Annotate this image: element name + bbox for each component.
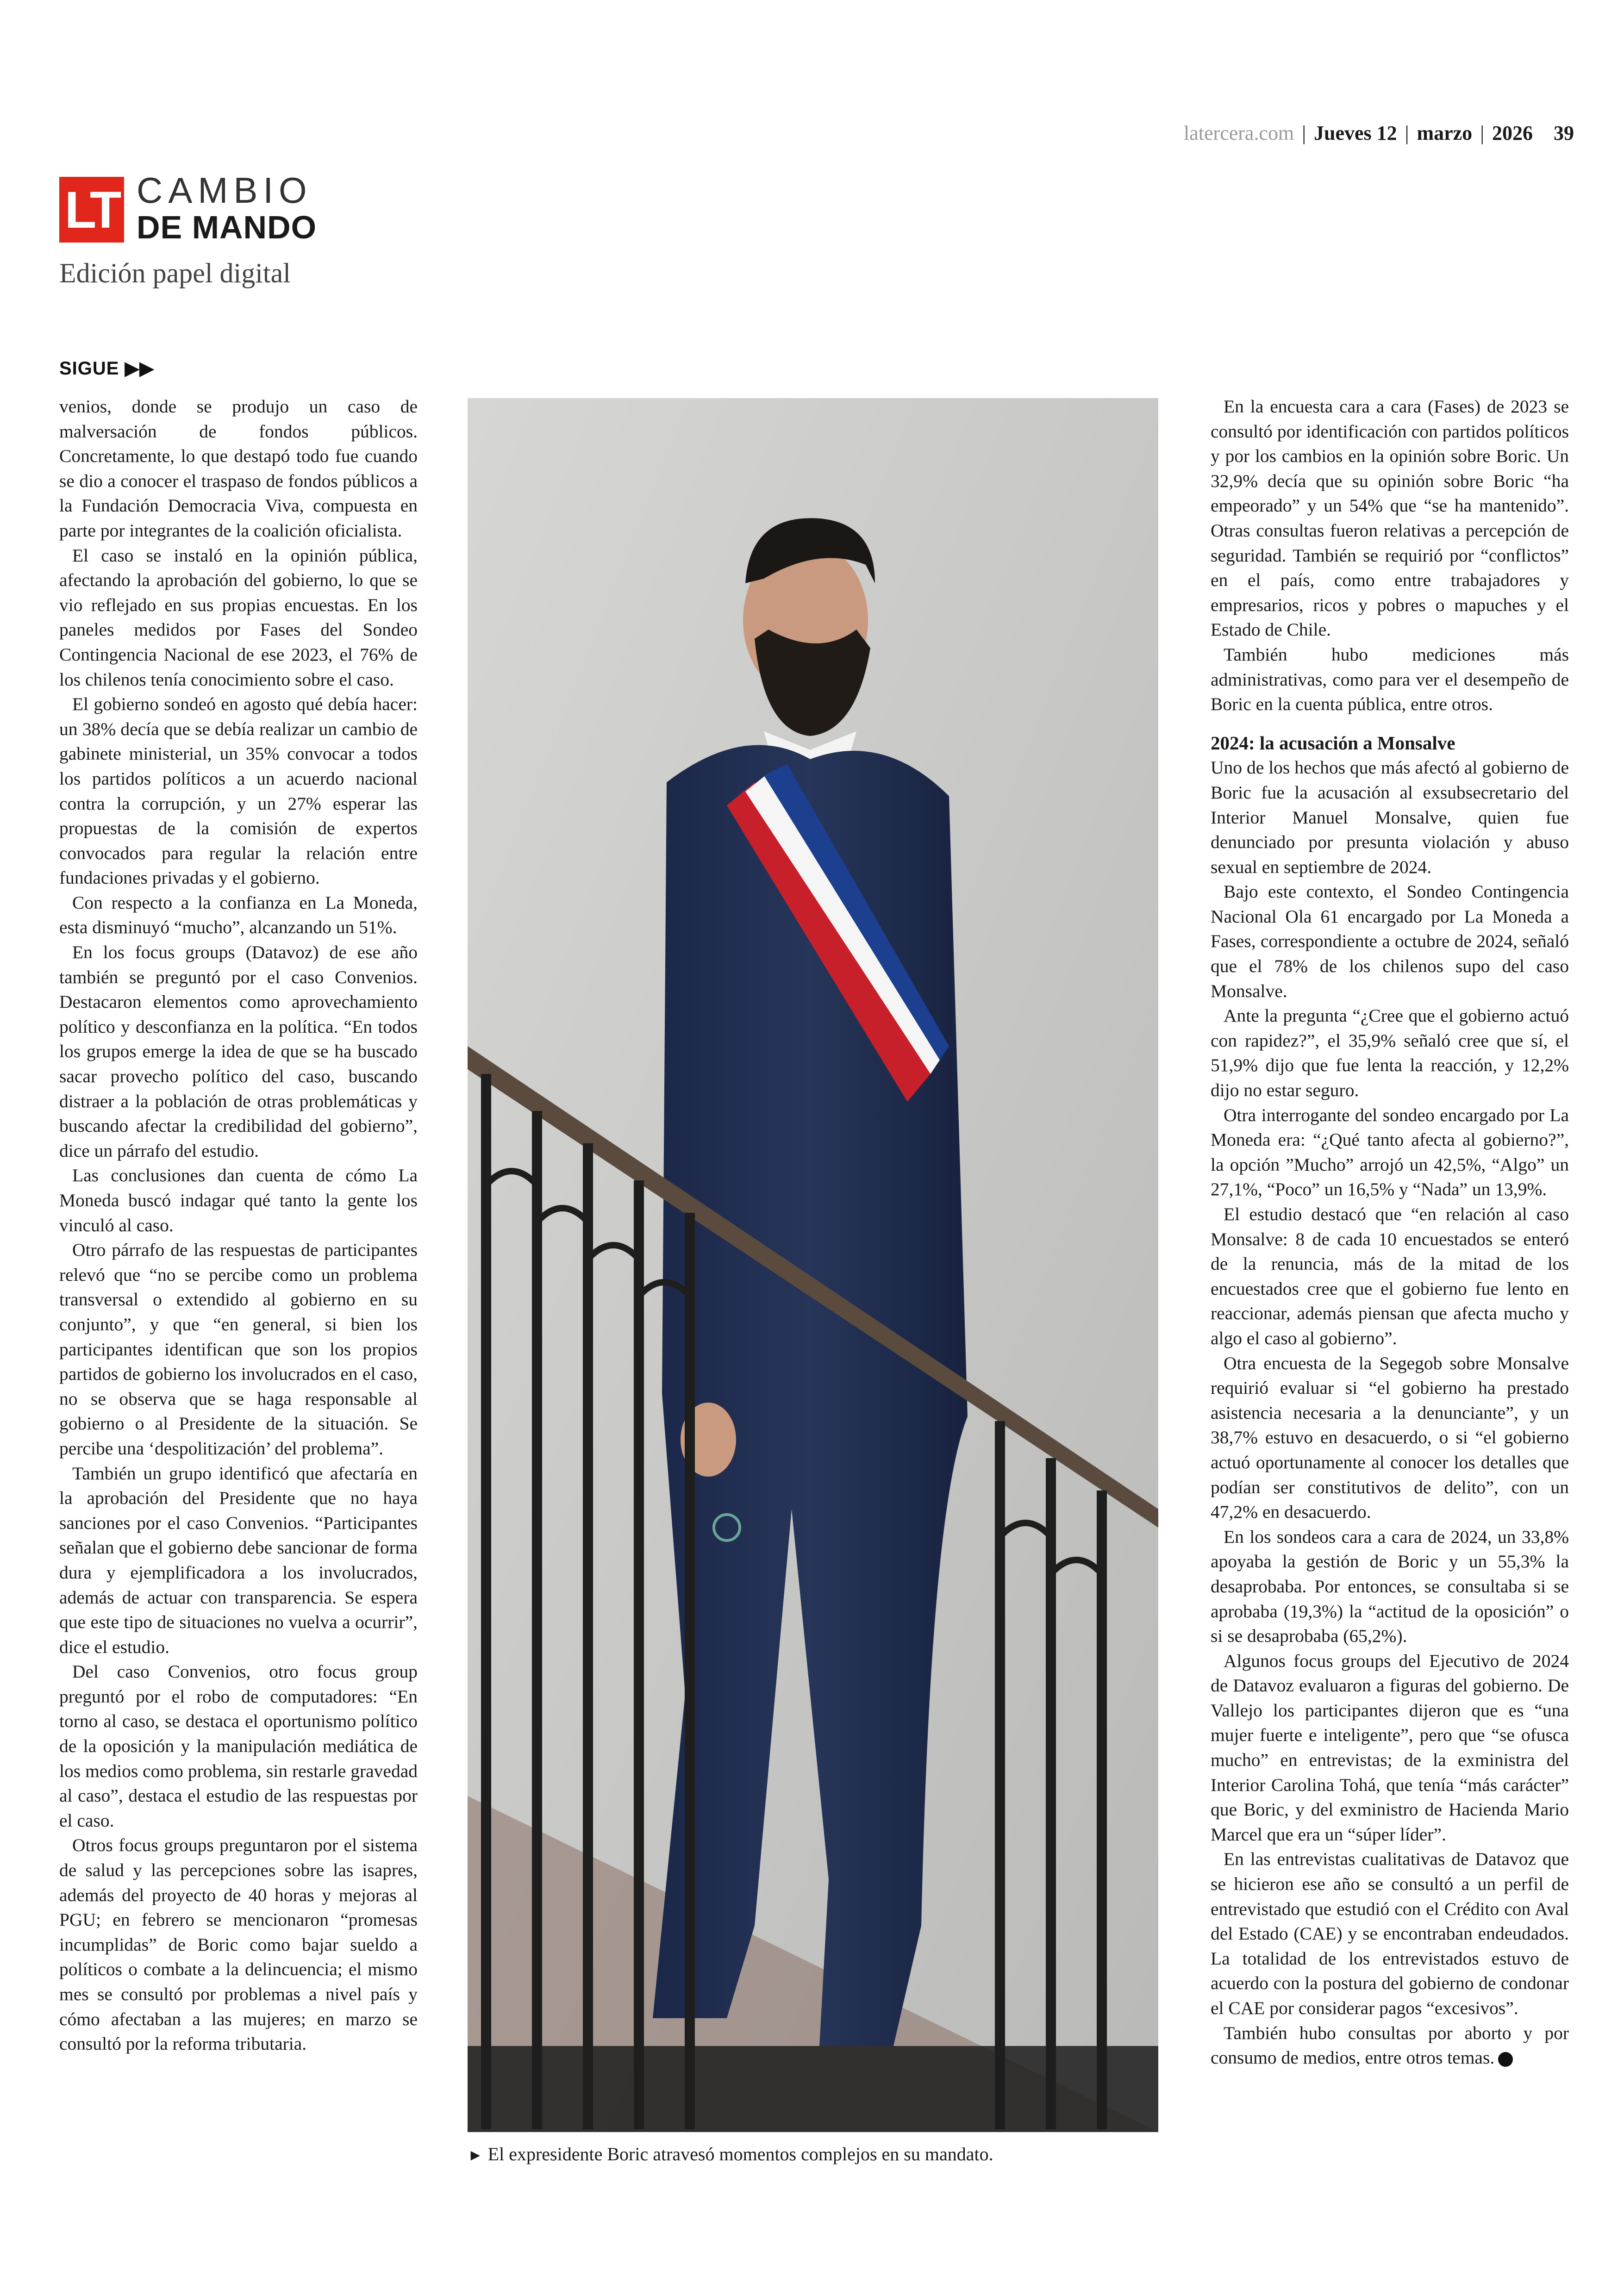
article-column-1 — [59, 394, 418, 2057]
paragraph: En los focus groups (Datavoz) de ese año también se preguntó por el caso Convenios. Destacaron elementos como aprovechamiento político y desconfianza en la política. “En todos los grupos emerge la idea de que se ha buscado sacar provecho político del caso, buscando distraer a la población de otras problemáticas y buscando afectar la credibilidad del gobierno”, dice un párrafo del estudio. — [59, 942, 418, 1161]
paragraph: Del caso Convenios, otro focus group preguntó por el robo de computadores: “En torno al caso, se destaca el oportunismo político de la oposición y la manipulación mediática de los medios como problema, sin restarle gravedad al caso”, destaca el estudio de las respuestas por el caso. — [59, 1661, 418, 1831]
header-separator: | — [1302, 122, 1306, 144]
paragraph: También hubo mediciones más administrativas, como para ver el desempeño de Boric en la cuenta pública, entre otros. — [1211, 644, 1569, 715]
paragraph: En las entrevistas cualitativas de Datavoz que se hicieron ese año se consultó a un perfil de entrevistado que estudió con el Crédito con Aval del Estado (CAE) y se encontraban endeudados. La totalidad de los entrevistados estuvo de acuerdo con la postura del gobierno de condonar el CAE por considerar pagos “excesivos”. — [1211, 1849, 1569, 2018]
paragraph: Otra encuesta de la Segegob sobre Monsalve requirió evaluar si “el gobierno ha prestado asistencia necesaria a la denunciante”, y un 38,7% estuvo en desacuerdo, o si “el gobierno actuó oportunamente al conocer los detalles que podían ser constitutivos de delito”, con un 47,2% en desacuerdo. — [1211, 1353, 1569, 1522]
page-number: 39 — [1554, 122, 1574, 144]
paragraph: Otro párrafo de las respuestas de participantes relevó que “no se percibe como un problema transversal o extendido al gobierno en su conjunto”, y que “en general, si bien los participantes identifican que son los propios partidos de gobierno los involucrados en el caso, no se observa que se haga responsable al gobierno o al Presidente de la situación. Se percibe una ‘despolitización’ del problema”. — [59, 1240, 418, 1459]
paragraph: Algunos focus groups del Ejecutivo de 2024 de Datavoz evaluaron a figuras del gobierno. De Vallejo los participantes dijeron que es “una mujer fuerte e inteligente”, pero que “se ofusca mucho” en entrevistas; de la exministra del Interior Carolina Tohá, que tenía “más carácter” que Boric, y del exministro de Hacienda Mario Marcel que era un “súper líder”. — [1211, 1650, 1569, 1845]
photo-illustration — [468, 398, 1158, 2132]
subheading: 2024: la acusación a Monsalve — [1211, 732, 1455, 754]
header-day: Jueves 12 — [1314, 122, 1397, 144]
site-name[interactable]: latercera.com — [1184, 122, 1294, 144]
paragraph: En la encuesta cara a cara (Fases) de 2023 se consultó por identificación con partidos políticos y por los cambios en la opinión sobre Boric. Un 32,9% decía que su opinión sobre Boric “ha empeorado” y un 54% que “se ha mantenido”. Otras consultas fueron relativas a percepción de seguridad. También se requirió por “conflictos” en el país, como entre trabajadores y empresarios, ricos y pobres o mapuches y el Estado de Chile. — [1211, 396, 1569, 640]
section-title-bottom: DE MANDO — [137, 209, 317, 245]
paragraph: Uno de los hechos que más afectó al gobierno de Boric fue la acusación al exsubsecretario del Interior Manuel Monsalve, quien fue denunciado por presunta violación y abuso sexual en septiembre de 2024. — [1211, 757, 1569, 877]
edition-label: Edición papel digital — [59, 258, 291, 288]
caption-marker: ► — [468, 2147, 483, 2164]
caption-text: El expresidente Boric atravesó momentos complejos en su mandato. — [487, 2144, 993, 2164]
paragraph: También un grupo identificó que afectaría en la aprobación del Presidente que no haya sanciones por el caso Convenios. “Participantes señalan que el gobierno debe sancionar de forma dura y ejemplificadora a los involucrados, además de actuar con transparencia. Se espera que este tipo de situaciones no vuelva a ocurrir”, dice el estudio. — [59, 1463, 418, 1657]
final-paragraph — [1211, 2021, 1569, 2070]
header-separator: | — [1405, 122, 1409, 144]
article-photo — [468, 398, 1158, 2132]
lt-logo: LT — [59, 177, 124, 243]
paragraph: El caso se instaló en la opinión pública, afectando la aprobación del gobierno, lo que se vio reflejado en sus propias encuestas. En los paneles medidos por Fases del Sondeo Contingencia Nacional de ese 2023, el 76% de los chilenos tenía conocimiento sobre el caso. — [59, 545, 418, 690]
photo-caption — [468, 2143, 1158, 2165]
header-separator: | — [1480, 122, 1484, 144]
page-header — [1111, 121, 1574, 145]
paragraph: El gobierno sondeó en agosto qué debía hacer: un 38% decía que se debía realizar un cambio de gabinete ministerial, un 35% convocar a todos los partidos políticos a un acuerdo nacional contra la corrupción, y un 27% esperar las propuestas de la comisión de expertos convocados para regular la relación entre fundaciones privadas y el gobierno. — [59, 694, 418, 888]
continued-label: SIGUE ▶▶ — [59, 358, 155, 379]
paragraph: Otros focus groups preguntaron por el sistema de salud y las percepciones sobre las isapres, además del proyecto de 40 horas y mejoras al PGU; en febrero se mencionaron “promesas incumplidas” de Boric como bajar sueldo a políticos o combate a la delincuencia; el mismo mes se consultó por problemas a nivel país y cómo afectaban a las mujeres; en marzo se consultó por la reforma tributaria. — [59, 1835, 418, 2054]
paragraph-text: También hubo consultas por aborto y por consumo de medios, entre otros temas. — [1211, 2022, 1569, 2068]
header-year: 2026 — [1492, 122, 1533, 144]
paragraph: Ante la pregunta “¿Cree que el gobierno actuó con rapidez?”, el 35,9% señaló cree que sí, el 51,9% dijo que fue lenta la reacción, y 12,2% dijo no estar seguro. — [1211, 1005, 1569, 1101]
paragraph: Otra interrogante del sondeo encargado por La Moneda era: “¿Qué tanto afecta al gobierno?”, la opción ”Mucho” arrojó un 42,5%, “Algo” un 27,1%, “Poco” un 16,5% y “Nada” un 13,9%. — [1211, 1104, 1569, 1200]
paragraph: En los sondeos cara a cara de 2024, un 33,8% apoyaba la gestión de Boric y un 55,3% la desaprobaba. Por entonces, se consultaba si se aprobaba (19,3%) la “actitud de la oposición” o si se desaprobaba (65,2%). — [1211, 1526, 1569, 1646]
paragraph: Con respecto a la confianza en La Moneda, esta disminuyó “mucho”, alcanzando un 51%. — [59, 892, 418, 938]
paragraph: Bajo este contexto, el Sondeo Contingencia Nacional Ola 61 encargado por La Moneda a Fases, correspondiente a octubre de 2024, señaló que el 78% de los chilenos supo del caso Monsalve. — [1211, 881, 1569, 1001]
paragraph: venios, donde se produjo un caso de malversación de fondos públicos. Concretamente, lo que destapó todo fue cuando se dio a conocer el traspaso de fondos públicos a la Fundación Democracia Viva, compuesta en parte por integrantes de la coalición oficialista. — [59, 396, 418, 541]
paragraph: Las conclusiones dan cuenta de cómo La Moneda buscó indagar qué tanto la gente los vinculó al caso. — [59, 1165, 418, 1235]
section-title-top: CAMBIO — [137, 170, 312, 211]
article-column-3 — [1211, 394, 1569, 2070]
end-mark — [1498, 2052, 1513, 2067]
paragraph: El estudio destacó que “en relación al caso Monsalve: 8 de cada 10 encuestados se enteró de la renuncia, más de la mitad de los encuestados cree que el gobierno fue lento en reaccionar, además piensan que afecta mucho y algo el caso al gobierno”. — [1211, 1204, 1569, 1348]
header-month: marzo — [1417, 122, 1473, 144]
